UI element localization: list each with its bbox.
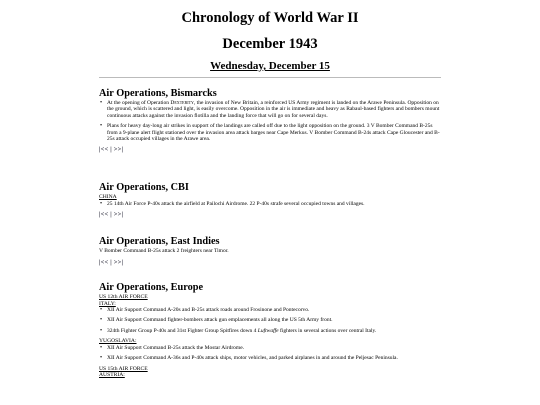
next-link[interactable]: >>| <box>113 259 124 267</box>
list-item: • XII Air Support Command fighter-bombers attack gun emplacements all along the US 5th Army front. <box>99 317 441 323</box>
subheading: AUSTRIA: <box>99 372 125 379</box>
prev-link[interactable]: |<< <box>99 259 109 267</box>
section-bismarcks <box>99 88 441 154</box>
page-title: Chronology of World War II <box>181 10 359 26</box>
nav-links <box>99 259 441 267</box>
section-heading: Air Operations, East Indies <box>99 236 220 247</box>
date-heading: Wednesday, December 15 <box>210 60 330 72</box>
list-item: • XII Air Support Command B-25s attack the Mostar Airdrome. <box>99 345 441 351</box>
section-heading: Air Operations, Europe <box>99 282 204 293</box>
divider <box>99 77 441 78</box>
nav-links <box>99 146 441 154</box>
section-text: V Bomber Command B-25s attack 2 freighters near Timor. <box>99 248 229 254</box>
list-item: • 324th Fighter Group P-40s and 31st Fighter Group Spitfires down 4 Luftwaffe fighters in several actions over central Italy. <box>99 328 441 334</box>
item-list <box>99 100 441 142</box>
item-list <box>99 201 441 207</box>
subheading: YUGOSLAVIA: <box>99 338 137 345</box>
section-cbi <box>99 182 441 219</box>
section-heading: Air Operations, CBI <box>99 182 189 193</box>
list-item: • XII Air Support Command A-36s and P-40s attack ships, motor vehicles, and parked airplanes in and around the Peljesac Peninsula. <box>99 355 441 361</box>
next-link[interactable]: >>| <box>113 210 124 218</box>
nav-separator: | <box>110 210 112 218</box>
subheading: US 12th AIR FORCE <box>99 294 148 300</box>
prev-link[interactable]: |<< <box>99 146 109 154</box>
section-east-indies <box>99 236 441 267</box>
list-item: • XII Air Support Command A-20s and B-25s attack roads around Frosinone and Pontecorvo. <box>99 307 441 313</box>
subheading: CHINA <box>99 194 117 200</box>
nav-separator: | <box>110 259 112 267</box>
list-item: • Plans for heavy day-long air strikes in support of the landings are called off due to the light opposition on the ground. 3 V Bomber Command B-25s from a 9-plane alert flight stationed over the invasion area attack barges near Cape Merkus. V Bomber Command B-24s attack Cape Gloucester and B-25s attack occupied villages in the Arawe area. <box>99 123 441 142</box>
section-europe <box>99 282 441 379</box>
item-list <box>99 345 441 362</box>
nav-separator: | <box>110 146 112 154</box>
list-item: • 25 14th Air Force P-40s attack the airfield at Pailochi Airdrome. 22 P-40s strafe several occupied towns and villages. <box>99 201 441 207</box>
subheading: ITALY: <box>99 300 116 307</box>
month-heading: December 1943 <box>222 36 318 52</box>
item-list <box>99 307 441 334</box>
next-link[interactable]: >>| <box>113 146 124 154</box>
nav-links <box>99 211 441 219</box>
subheading: US 15th AIR FORCE <box>99 365 148 372</box>
list-item: • At the opening of Operation Dexterity, the invasion of New Britain, a reinforced US Army regiment is landed on the Arawe Peninsula. Opposition on the ground, which is scattered and light, is easily overcome. Opposition in the air is immediate and heavy as Rabaul-based fighters and bombers mount continuous attacks against the invasion flotilla and the landing force that will go on for several days. <box>99 100 441 119</box>
section-heading: Air Operations, Bismarcks <box>99 88 217 99</box>
prev-link[interactable]: |<< <box>99 210 109 218</box>
